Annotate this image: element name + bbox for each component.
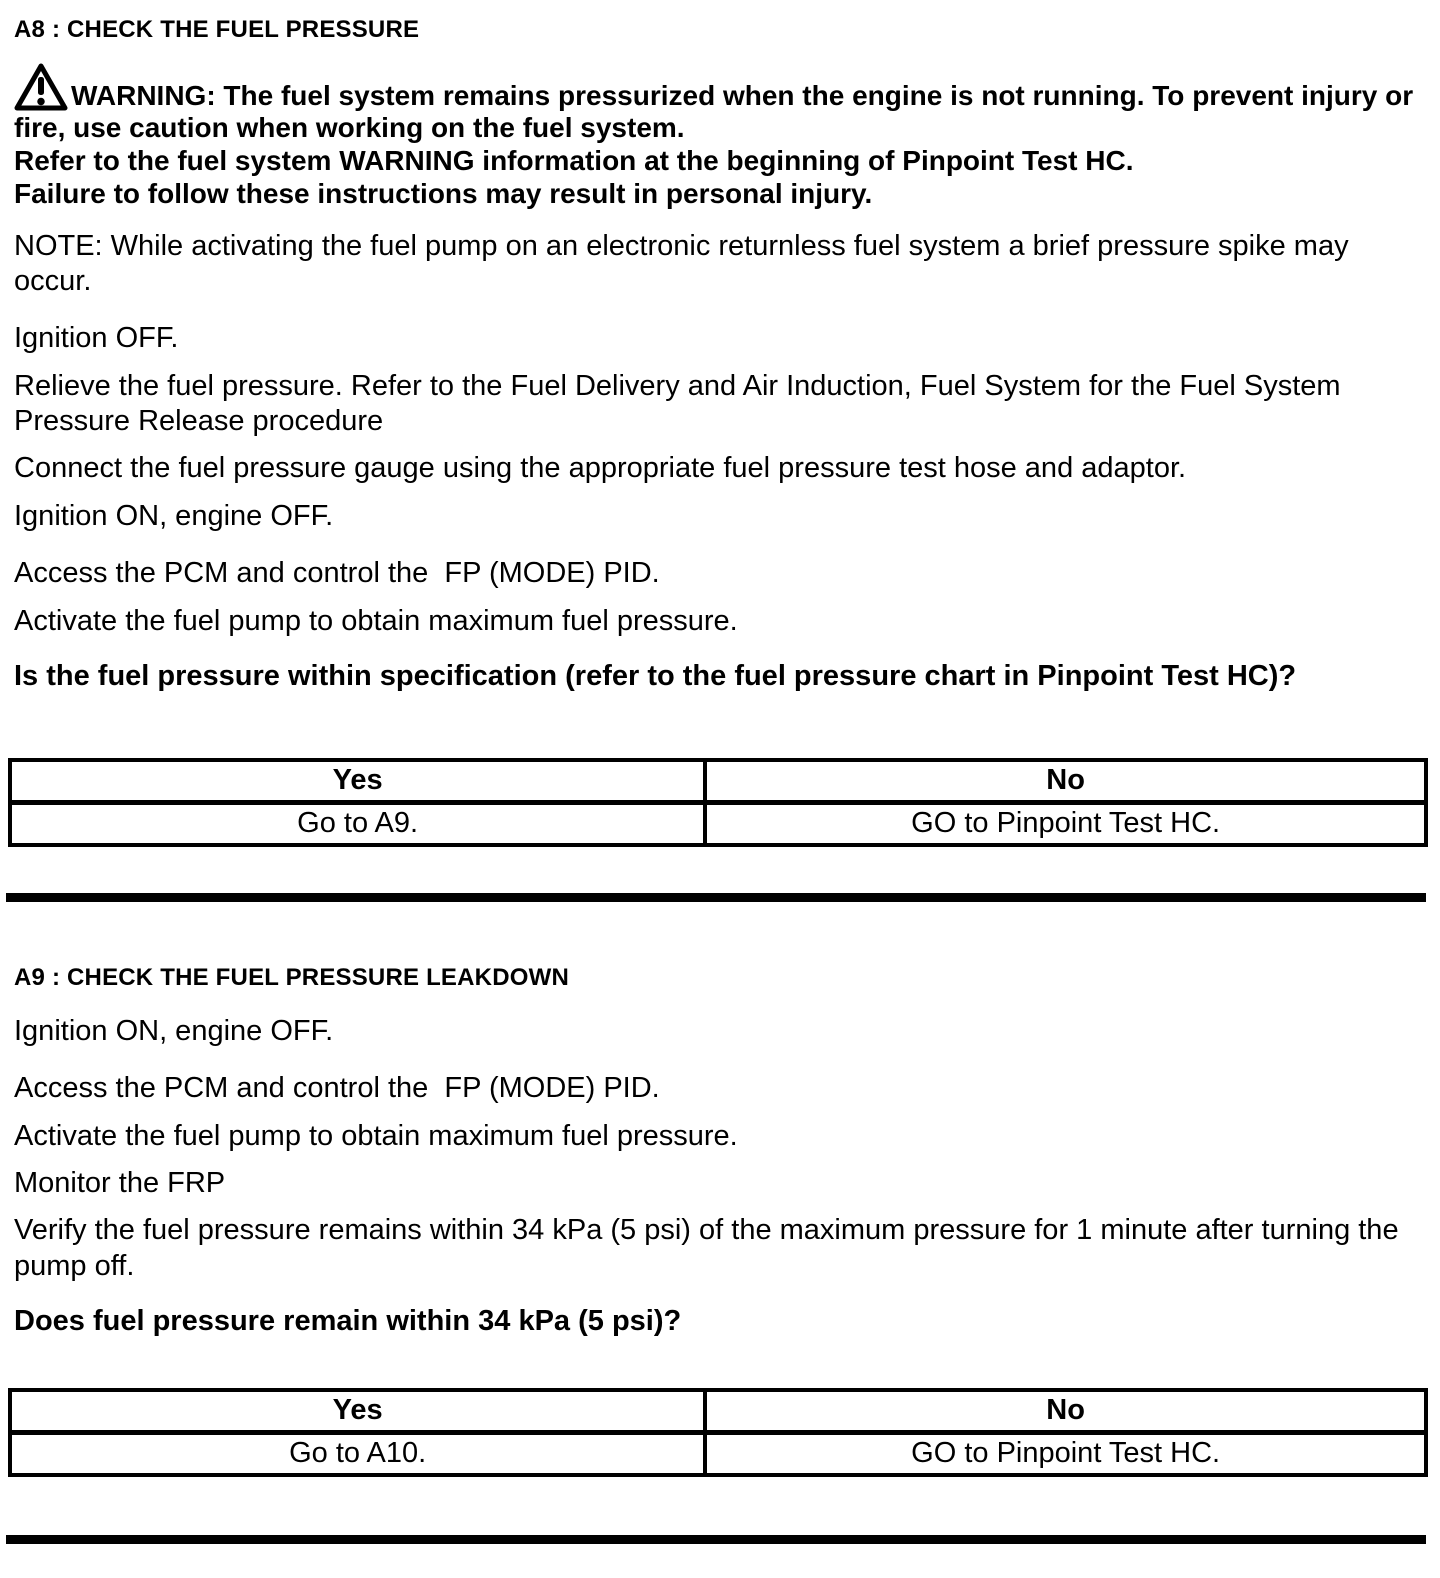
no-column-header: No xyxy=(705,1390,1426,1433)
warning-line-2: Refer to the fuel system WARNING information at the beginning of Pinpoint Test HC. xyxy=(14,145,1134,177)
step-verify-pressure: Verify the fuel pressure remains within 34 kPa (5 psi) of the maximum pressure for 1 minute after turning the pump off. xyxy=(14,1214,1407,1282)
section-a9-heading: A9 : CHECK THE FUEL PRESSURE LEAKDOWN xyxy=(14,964,569,992)
table-header-row xyxy=(10,1390,1426,1433)
table-row xyxy=(10,803,1426,846)
step-activate-pump: Activate the fuel pump to obtain maximum fuel pressure. xyxy=(14,604,738,637)
step-connect-gauge: Connect the fuel pressure gauge using the appropriate fuel pressure test hose and adaptor. xyxy=(14,452,1187,485)
yes-action: Go to A9. xyxy=(10,803,705,846)
step-monitor-frp: Monitor the FRP xyxy=(14,1167,226,1200)
question-a8: Is the fuel pressure within specification (refer to the fuel pressure chart in Pinpoint Test HC)? xyxy=(14,659,1297,692)
decision-table-a9 xyxy=(8,1388,1428,1477)
note-paragraph: NOTE: While activating the fuel pump on an electronic returnless fuel system a brief pressure spike may occur. xyxy=(14,229,1357,297)
table-row xyxy=(10,1432,1426,1475)
warning-line-1 xyxy=(14,62,1421,146)
step-ignition-off: Ignition OFF. xyxy=(14,322,179,355)
no-action: GO to Pinpoint Test HC. xyxy=(705,1432,1426,1475)
table-header-row xyxy=(10,760,1426,803)
section-a8 xyxy=(14,16,1421,902)
warning-line-3: Failure to follow these instructions may result in personal injury. xyxy=(14,177,873,209)
step-access-pcm: Access the PCM and control the FP (MODE) PID. xyxy=(14,1072,660,1105)
yes-column-header: Yes xyxy=(10,1390,705,1433)
step-relieve-pressure: Relieve the fuel pressure. Refer to the Fuel Delivery and Air Induction, Fuel System for the Fuel System Pressure Release procedure xyxy=(14,369,1349,438)
step-ignition-on: Ignition ON, engine OFF. xyxy=(14,1014,334,1047)
step-activate-pump: Activate the fuel pump to obtain maximum fuel pressure. xyxy=(14,1119,738,1152)
section-divider xyxy=(6,1535,1426,1544)
warning-triangle-icon xyxy=(14,62,68,112)
step-access-pcm: Access the PCM and control the FP (MODE) PID. xyxy=(14,557,660,590)
step-ignition-on: Ignition ON, engine OFF. xyxy=(14,499,334,532)
warning-block xyxy=(14,62,1421,211)
section-divider xyxy=(6,893,1426,902)
section-a8-heading: A8 : CHECK THE FUEL PRESSURE xyxy=(14,16,420,43)
no-action: GO to Pinpoint Test HC. xyxy=(705,803,1426,846)
no-column-header: No xyxy=(705,760,1426,803)
decision-table-a8 xyxy=(8,758,1428,847)
question-a9: Does fuel pressure remain within 34 kPa (5 psi)? xyxy=(14,1305,682,1338)
warning-text-1: WARNING: The fuel system remains pressurized when the engine is not running. To prevent injury or fire, use caution when working on the fuel system. xyxy=(14,79,1421,144)
section-a9 xyxy=(14,964,1414,1543)
yes-column-header: Yes xyxy=(10,760,705,803)
yes-action: Go to A10. xyxy=(10,1432,705,1475)
